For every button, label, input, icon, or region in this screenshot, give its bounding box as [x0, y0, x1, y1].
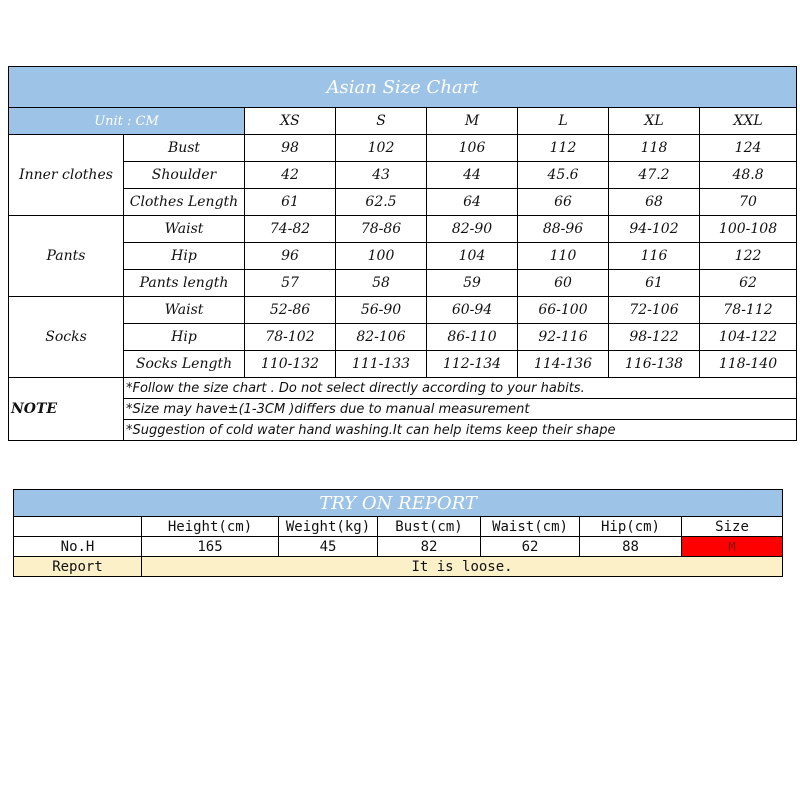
- table-cell: 74-82: [245, 216, 336, 243]
- table-cell: 62: [700, 270, 797, 297]
- report-header-cell: Weight(kg): [279, 517, 378, 537]
- table-cell: 102: [336, 135, 427, 162]
- note-line: *Suggestion of cold water hand washing.It can help items keep their shape: [124, 420, 797, 441]
- report-text: It is loose.: [142, 557, 783, 577]
- row-label: Hip: [124, 324, 245, 351]
- try-on-report-title: TRY ON REPORT: [14, 490, 783, 517]
- unit-label: Unit : CM: [9, 108, 245, 135]
- table-cell: 92-116: [518, 324, 609, 351]
- table-cell: 47.2: [609, 162, 700, 189]
- table-cell: 44: [427, 162, 518, 189]
- report-size-cell: M: [682, 537, 783, 557]
- size-header: XXL: [700, 108, 797, 135]
- table-cell: 86-110: [427, 324, 518, 351]
- table-cell: 114-136: [518, 351, 609, 378]
- size-header: L: [518, 108, 609, 135]
- table-cell: 94-102: [609, 216, 700, 243]
- row-label: Waist: [124, 297, 245, 324]
- report-cell: 45: [279, 537, 378, 557]
- note-label: NOTE: [9, 378, 124, 441]
- size-header: M: [427, 108, 518, 135]
- report-header-cell: Bust(cm): [378, 517, 481, 537]
- table-cell: 124: [700, 135, 797, 162]
- table-cell: 98: [245, 135, 336, 162]
- table-cell: 110: [518, 243, 609, 270]
- try-on-report-table: [13, 489, 783, 577]
- report-cell: 82: [378, 537, 481, 557]
- group-label-pants: Pants: [9, 216, 124, 297]
- table-cell: 88-96: [518, 216, 609, 243]
- table-cell: 64: [427, 189, 518, 216]
- table-cell: 43: [336, 162, 427, 189]
- table-cell: 58: [336, 270, 427, 297]
- size-chart-title: Asian Size Chart: [9, 67, 797, 108]
- report-label: Report: [14, 557, 142, 577]
- table-cell: 82-90: [427, 216, 518, 243]
- table-cell: 78-102: [245, 324, 336, 351]
- row-label: Waist: [124, 216, 245, 243]
- table-cell: 45.6: [518, 162, 609, 189]
- table-cell: 100: [336, 243, 427, 270]
- table-cell: 42: [245, 162, 336, 189]
- report-header-cell: [14, 517, 142, 537]
- table-cell: 110-132: [245, 351, 336, 378]
- report-cell: 62: [481, 537, 580, 557]
- table-cell: 116-138: [609, 351, 700, 378]
- table-cell: 104: [427, 243, 518, 270]
- size-header: XS: [245, 108, 336, 135]
- table-cell: 68: [609, 189, 700, 216]
- report-cell: 88: [580, 537, 682, 557]
- table-cell: 112-134: [427, 351, 518, 378]
- table-cell: 61: [245, 189, 336, 216]
- row-label: Shoulder: [124, 162, 245, 189]
- table-cell: 100-108: [700, 216, 797, 243]
- table-cell: 112: [518, 135, 609, 162]
- table-cell: 116: [609, 243, 700, 270]
- report-header-cell: Height(cm): [142, 517, 279, 537]
- table-cell: 106: [427, 135, 518, 162]
- size-chart-table: [8, 66, 797, 441]
- row-label: Socks Length: [124, 351, 245, 378]
- row-label: Pants length: [124, 270, 245, 297]
- row-label: Bust: [124, 135, 245, 162]
- table-cell: 48.8: [700, 162, 797, 189]
- table-cell: 78-86: [336, 216, 427, 243]
- note-line: *Size may have±(1-3CM )differs due to manual measurement: [124, 399, 797, 420]
- table-cell: 62.5: [336, 189, 427, 216]
- table-cell: 56-90: [336, 297, 427, 324]
- row-label: Clothes Length: [124, 189, 245, 216]
- table-cell: 82-106: [336, 324, 427, 351]
- table-cell: 61: [609, 270, 700, 297]
- report-header-cell: Waist(cm): [481, 517, 580, 537]
- table-cell: 118: [609, 135, 700, 162]
- table-cell: 70: [700, 189, 797, 216]
- table-cell: 60-94: [427, 297, 518, 324]
- table-cell: 59: [427, 270, 518, 297]
- report-cell: 165: [142, 537, 279, 557]
- table-cell: 60: [518, 270, 609, 297]
- size-header: S: [336, 108, 427, 135]
- group-label-socks: Socks: [9, 297, 124, 378]
- table-cell: 104-122: [700, 324, 797, 351]
- report-cell: No.H: [14, 537, 142, 557]
- size-header: XL: [609, 108, 700, 135]
- group-label-inner-clothes: Inner clothes: [9, 135, 124, 216]
- table-cell: 72-106: [609, 297, 700, 324]
- table-cell: 57: [245, 270, 336, 297]
- table-cell: 122: [700, 243, 797, 270]
- note-line: *Follow the size chart . Do not select directly according to your habits.: [124, 378, 797, 399]
- table-cell: 96: [245, 243, 336, 270]
- report-header-cell: Hip(cm): [580, 517, 682, 537]
- table-cell: 118-140: [700, 351, 797, 378]
- table-cell: 66-100: [518, 297, 609, 324]
- report-header-cell: Size: [682, 517, 783, 537]
- table-cell: 78-112: [700, 297, 797, 324]
- table-cell: 98-122: [609, 324, 700, 351]
- table-cell: 111-133: [336, 351, 427, 378]
- row-label: Hip: [124, 243, 245, 270]
- table-cell: 66: [518, 189, 609, 216]
- table-cell: 52-86: [245, 297, 336, 324]
